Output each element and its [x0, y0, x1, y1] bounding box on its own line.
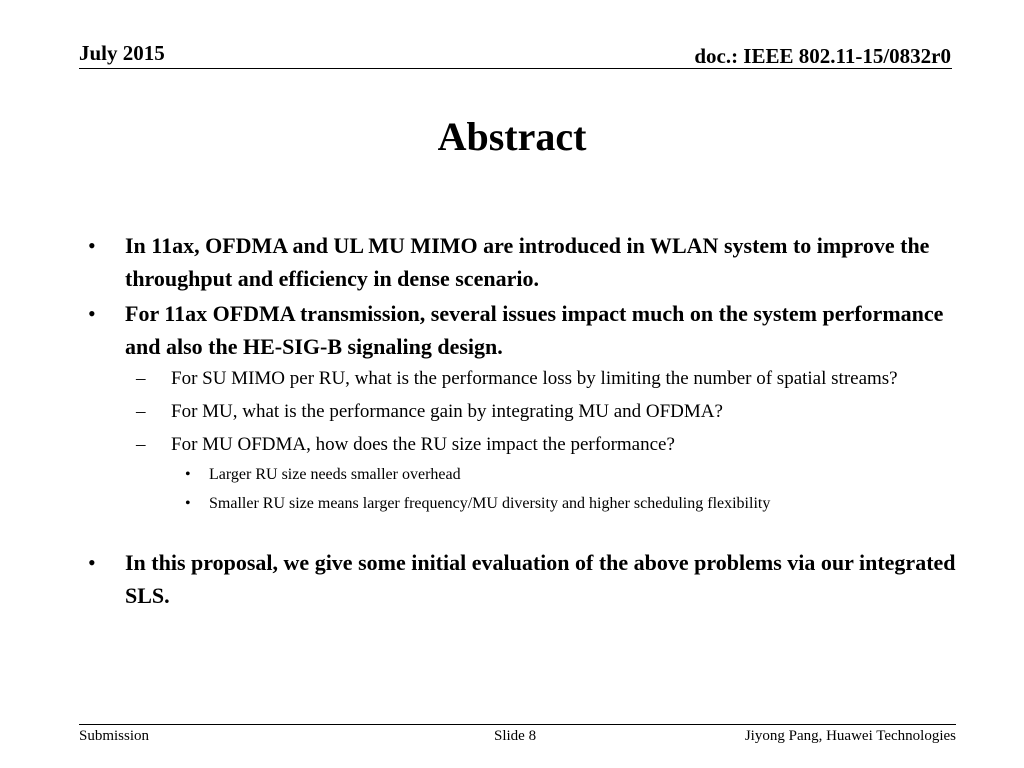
bullet-item — [88, 297, 958, 363]
dash-marker: – — [136, 368, 146, 389]
footer-slide-number: Slide 8 — [494, 728, 537, 744]
bullet-marker: • — [88, 301, 96, 326]
slide-title: Abstract — [437, 114, 587, 159]
footer-divider — [79, 724, 956, 725]
sub-bullet-item — [136, 398, 958, 425]
bullet-text: In this proposal, we give some initial evaluation of the above problems via our integrated SLS. — [125, 550, 956, 608]
sub-bullet-text: For SU MIMO per RU, what is the performance loss by limiting the number of spatial streams? — [171, 368, 898, 389]
sub-sub-bullet-item — [185, 493, 958, 515]
header-date: July 2015 — [79, 41, 165, 65]
slide-body — [88, 229, 958, 614]
bullet-marker: • — [88, 550, 96, 575]
header-doc-id: doc.: IEEE 802.11-15/0832r0 — [694, 44, 951, 68]
bullet-marker: • — [88, 233, 96, 258]
dash-marker: – — [136, 434, 146, 455]
header-divider — [79, 68, 952, 69]
bullet-text: For 11ax OFDMA transmission, several issues impact much on the system performance and also the HE-SIG-B signaling design. — [125, 301, 944, 359]
sub-bullet-text: For MU OFDMA, how does the RU size impact the performance? — [171, 434, 675, 455]
bullet-item — [88, 546, 958, 612]
bullet-text: In 11ax, OFDMA and UL MU MIMO are introduced in WLAN system to improve the throughput and efficiency in dense scenario. — [125, 233, 930, 291]
sub-bullet-text: For MU, what is the performance gain by integrating MU and OFDMA? — [171, 401, 723, 422]
sub-sub-bullet-text: Larger RU size needs smaller overhead — [209, 466, 461, 483]
sub-sub-bullet-item — [185, 464, 958, 486]
footer-submission: Submission — [79, 728, 150, 744]
sub-bullet-item — [136, 365, 958, 392]
sub-bullet-item — [136, 431, 958, 458]
bullet-marker: • — [185, 495, 191, 512]
spacer — [88, 522, 958, 546]
sub-sub-bullet-text: Smaller RU size means larger frequency/MU diversity and higher scheduling flexibility — [209, 495, 771, 512]
footer-author: Jiyong Pang, Huawei Technologies — [744, 728, 956, 744]
bullet-item — [88, 229, 958, 295]
dash-marker: – — [136, 401, 146, 422]
bullet-marker: • — [185, 466, 191, 483]
